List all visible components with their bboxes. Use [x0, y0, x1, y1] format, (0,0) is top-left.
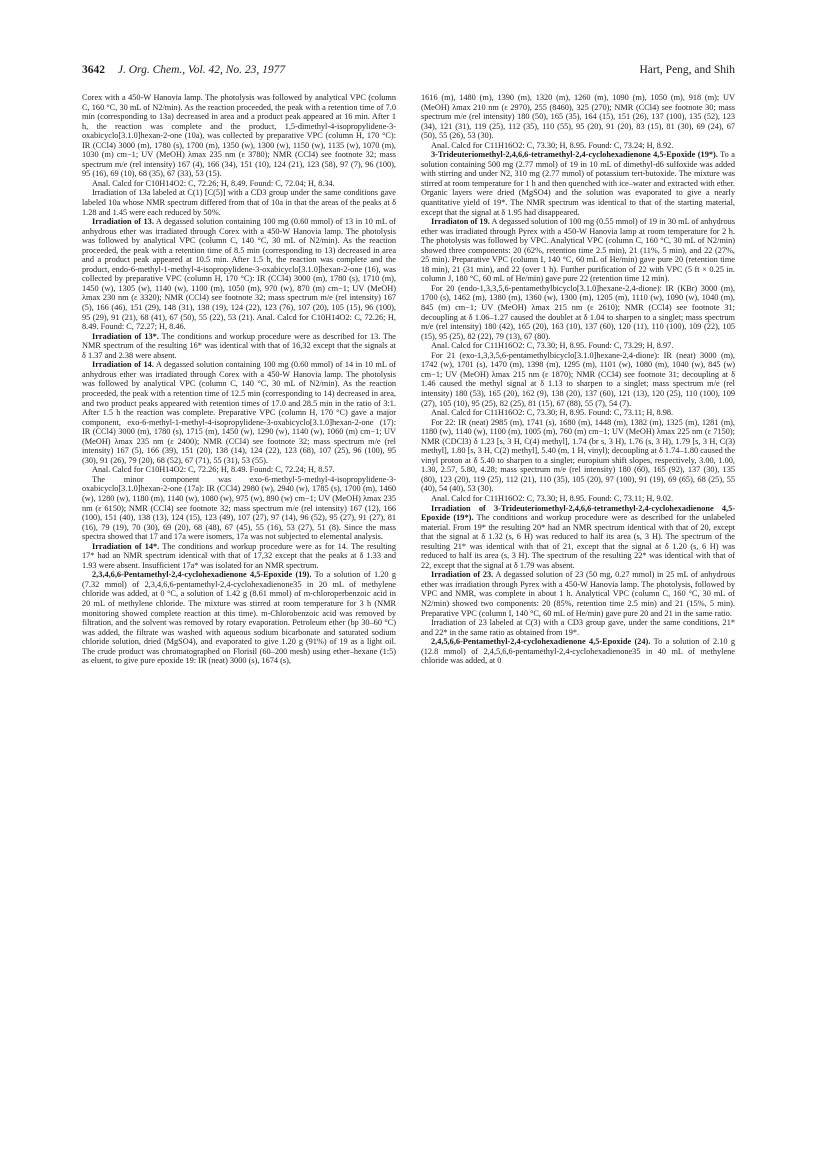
- running-authors: Hart, Peng, and Shih: [639, 64, 735, 76]
- paragraph-text: Anal. Calcd for C11H16O2: C, 73.30; H, 8.95. Found: C, 73.11; H, 8.98.: [431, 408, 674, 418]
- paragraph-heading: Irradiaton of 19.: [431, 217, 490, 227]
- paragraph: [421, 618, 735, 637]
- paragraph-text: A degassed solution of 100 mg (0.55 mmol) of 19 in 30 mL of anhydrous ether was irradiated through Pyrex with a 450-W Hanovia lamp at room temperature for 2 h. The photolysis was followed by VPC. Analytical VPC (column C, 160 °C, 30 mL of N2/min) showed three components: 20 (62%, retention time 2.5 min), 21 (11%, 5 min), and 22 (27%, 25 min). Preparative VPC (column I, 140 °C, 60 mL of He/min) gave pure 20 (retention time 18 min), 21 (31 min), and 22 (over 1 h). Further purification of 22 with VPC (5 ft × 0.25 in. column J, 180 °C, 60 mL of He/min) gave pure 22 (retention time 12 min).: [421, 217, 735, 284]
- paragraph-text: To a solution of 2.10 g (12.8 mmol) of 2,4,5,6,6-pentamethyl-2,4-cyclohexadienone35 in 40 mL of methylene chloride was added, at 0: [421, 637, 735, 666]
- paragraph-text: To a solution containing 500 mg (2.77 mmol) of 19 in 10 mL of dimethyl-d6 sulfoxide was added with stirring and under N2, 310 mg (2.77 mmol) of potassium tert-butoxide. The mixture was stirred at room temperature for 1 h and then quenched with ice–water and extracted with ether. Organic layers were dried (MgSO4) and the solution was evaporated to give a nearly quantitative yield of 19*. The NMR spectrum was identical to that of the starting material, except that the signal at δ 1.95 had disappeared.: [421, 150, 735, 217]
- paragraph: [421, 141, 735, 151]
- paragraph: [82, 570, 396, 665]
- paragraph-text: For 22: IR (neat) 2985 (m), 1741 (s), 1680 (m), 1448 (m), 1382 (m), 1325 (m), 1281 (m), 1180 (w), 1140 (w), 1100 (m), 1005 (m), 760 (m) cm−1; UV (MeOH) λmax 225 nm (ε 7150); NMR (CDCl3) δ 1.23 [s, 3 H, C(4) methyl], 1.74 (br s, 3 H), 1.76 (s, 3 H), 1.79 [s, 3 H, C(3) methyl], 1.80 [s, 3 H, C(2) methyl], 5.40 (m, 1 H, vinyl); decoupling at δ 1.74–1.80 caused the vinyl proton at δ 5.40 to sharpen to a singlet; europium shift slopes, respectively, 3.00, 1.00, 1.30, 2.57, 5.80, 4.28; mass spectrum m/e (rel intensity) 180 (60), 165 (92), 137 (30), 135 (80), 123 (20), 119 (25), 112 (21), 110 (35), 105 (20), 97 (100), 91 (19), 69 (65), 68 (25), 55 (40), 54 (40), 53 (30).: [421, 417, 735, 494]
- paragraph: [421, 150, 735, 217]
- paragraph: [421, 284, 735, 341]
- left-text-column: [82, 93, 396, 1153]
- paragraph-heading: Irradiation of 3-Trideuteriomethyl-2,4,6,6-tetramethyl-2,4-cyclohexadienone 4,5-Epoxide (19*).: [421, 503, 735, 523]
- paragraph: [82, 93, 396, 179]
- page-header: [82, 60, 735, 80]
- paragraph: [421, 418, 735, 494]
- paragraph-heading: Irradiation of 13.: [92, 217, 154, 227]
- paragraph-text: Anal. Calcd for C11H16O2: C, 73.30; H, 8.95. Found: C, 73.11; H, 9.02.: [431, 493, 674, 503]
- paragraph-text: For 20 (endo-1,3,3,5,6-pentamethylbicyclo[3.1.0]hexane-2,4-dione): IR (KBr) 3000 (m), 1700 (s), 1462 (m), 1380 (m), 1360 (w), 1300 (m), 1205 (m), 1110 (w), 1090 (w), 1040 (m), 845 (m) cm−1; UV (MeOH) λmax 215 nm (ε 2610); NMR (CCl4) see footnote 31; decoupling at δ 1.06–1.27 caused the doublet at δ 1.04 to sharpen to a singlet; mass spectrum m/e (rel intensity) 180 (42), 165 (20), 163 (10), 137 (60), 120 (11), 110 (100), 109 (22), 105 (15), 95 (25), 82 (22), 79 (13), 67 (80).: [421, 283, 735, 341]
- paragraph: [82, 542, 396, 571]
- paragraph: [82, 465, 396, 475]
- paragraph-text: A degassed solution of 23 (50 mg, 0.27 mmol) in 25 mL of anhydrous ether was irradiation through Pyrex with a 450-W Hanovia lamp. The photolysis, followed by VPC and NMR, was complete in about 1 h. Analytical VPC (column C, 160 °C, 30 mL of N2/min) showed two components: 20 (85%, retention time 2.5 min) and 21 (15%, 5 min). Preparative VPC (column I, 140 °C, 60 mL of He/min) gave pure 20 and 21 in the same ratio.: [421, 570, 735, 618]
- paragraph-text: The conditions and workup procedure were as for 14. The resulting 17* had an NMR spectrum identical with that of 17,32 except that the peaks at δ 1.33 and 1.93 were absent. Insufficient 17a* was isolated for an NMR spectrum.: [82, 541, 396, 570]
- paragraph-heading: 2,3,4,6,6-Pentamethyl-2,4-cyclohexadienone 4,5-Epoxide (19).: [92, 570, 312, 580]
- paragraph-text: A degassed solution containing 100 mg (0.60 mmol) of 13 in 10 mL of anhydrous ether was irradiated through Corex with a 450-W Hanovia lamp. The photolysis was followed by analytical VPC (column C, 140 °C, 30 mL of N2/min). As the reaction proceeded, the peak with a retention time of 8.5 min (corresponding to 13) decreased in area and a product peak appeared at 10.5 min. After 1.5 h, the reaction was complete and the product, endo-6-methyl-1-methyl-4-isopropylidene-3-oxabicyclo[3.1.0]hexan-2-one (16), was collected by preparative VPC (column H, 170 °C): IR (CCl4) 3000 (m), 1780 (s), 1710 (m), 1450 (w), 1305 (w), 1140 (w), 1100 (m), 1050 (m), 970 (w), 870 (m) cm−1; UV (MeOH) λmax 230 nm (ε 3320); NMR (CCl4) see footnote 32; mass spectrum m/e (rel intensity) 167 (5), 166 (46), 151 (29), 148 (31), 138 (19), 124 (22), 123 (76), 107 (20), 105 (15), 96 (100), 95 (29), 91 (21), 68 (41), 67 (50), 55 (22), 53 (21). Anal. Calcd for C10H14O2: C, 72.26; H, 8.49. Found: C, 72.27; H, 8.46.: [82, 217, 396, 332]
- page-number: 3642: [82, 64, 105, 76]
- paragraph-heading: 2,4,5,6,6-Pentamethyl-2,4-cyclohexadienone 4,5-Epoxide (24).: [431, 637, 651, 647]
- paragraph: [82, 179, 396, 189]
- paragraph: [421, 351, 735, 408]
- paragraph: [421, 637, 735, 666]
- paragraph: [82, 332, 396, 361]
- right-text-column: [421, 93, 735, 1153]
- paragraph-text: 1616 (m), 1480 (m), 1390 (m), 1320 (m), 1260 (m), 1090 (m), 1050 (m), 918 (m); UV (MeOH) λmax 210 nm (ε 2970), 255 (8460), 325 (270); NMR (CCl4) see footnote 30; mass spectrum m/e (rel intensity) 180 (50), 165 (35), 164 (15), 151 (26), 137 (100), 135 (52), 123 (34), 121 (31), 119 (25), 112 (35), 110 (55), 95 (20), 91 (20), 83 (15), 81 (30), 69 (24), 67 (50), 55 (26), 53 (30).: [421, 93, 735, 141]
- paragraph: [421, 504, 735, 571]
- paragraph-heading: Irradiation of 14.: [92, 360, 154, 370]
- paragraph: [421, 341, 735, 351]
- paragraph-heading: Irradiation of 13*.: [92, 331, 159, 341]
- paragraph-text: The conditions and workup procedure were as described for 13. The NMR spectrum of the resulting 16* was identical with that of 16,32 except that the signals at δ 1.37 and 2.38 were absent.: [82, 331, 396, 360]
- paragraph-text: Anal. Calcd for C10H14O2: C, 72.26; H, 8.49. Found: C, 72.24; H, 8.57.: [92, 465, 335, 475]
- paragraph: [421, 570, 735, 618]
- paragraph-text: Anal. Calcd for C11H16O2: C, 73.30; H, 8.95. Found: C, 73.24; H, 8.92.: [431, 140, 674, 150]
- paragraph-heading: Irradiation of 23.: [431, 570, 494, 580]
- paragraph-text: To a solution of 1.20 g (7.32 mmol) of 2,3,4,6,6-pentamethyl-2,4-cyclohexadienone35 in 20 mL of methylene chloride was added, at 0 °C, a solution of 1.42 g (8.61 mmol) of m-chloroperbenzoic acid in 20 mL of methylene chloride. The mixture was stirred at room temperature for 3 h (NMR monitoring showed complete reaction at this time). m-Chlorobenzoic acid was removed by filtration, and the solvent was removed by rotary evaporation. Petroleum ether (bp 30–60 °C) was added, the filtrate was washed with aqueous sodium bicarbonate and saturated sodium chloride solution, dried (MgSO4), and evaporated to give 1.20 g (91%) of 19 as a light oil. The crude product was chromatographed on Florisil (60–200 mesh) using ether–hexane (1:5) as eluent, to give pure epoxide 19: IR (neat) 3000 (s), 1674 (s),: [82, 570, 396, 666]
- paragraph: [421, 93, 735, 141]
- paragraph-text: Anal. Calcd for C11H16O2: C, 73.30; H, 8.95. Found: C, 73.29; H, 8.97.: [431, 341, 674, 351]
- paragraph-text: Corex with a 450-W Hanovia lamp. The photolysis was followed by analytical VPC (column C, 160 °C, 30 mL of N2/min). As the reaction proceeded, the peak with a retention time of 7.0 min (corresponding to 13a) decreased in area and a product peak appeared at 16 min. After 1 h, the reaction was complete and the product, 1,5-dimethyl-4-isopropylidene-3-oxabicyclo[3.1.0]hexan-2-one (10a), was collected by preparative VPC (column H, 170 °C): IR (CCl4) 3000 (m), 1780 (s), 1700 (m), 1350 (w), 1300 (w), 1150 (w), 1135 (w), 1070 (m), 1030 (m) cm−1; UV (MeOH) λmax 235 nm (ε 3780); NMR (CCl4) see footnote 32; mass spectrum m/e (rel intensity) 167 (4), 166 (34), 151 (10), 124 (21), 123 (58), 97 (7), 96 (100), 95 (16), 69 (10), 68 (35), 67 (33), 53 (15).: [82, 93, 396, 179]
- paragraph-text: Irradiation of 23 labeled at C(3) with a CD3 group gave, under the same conditions, 21* and 22* in the same ratio as obtained from 19*.: [421, 618, 735, 637]
- paragraph-heading: Irradiation of 14*.: [92, 541, 160, 551]
- paragraph-text: The minor component was exo-6-methyl-5-methyl-4-isopropylidene-3-oxabicyclo[3.1.0]hexan-2-one (17a): IR (CCl4) 2980 (w), 2940 (w), 1785 (s), 1700 (m), 1460 (w), 1280 (w), 1180 (m), 1140 (w), 1080 (w), 975 (w), 890 (w) cm−1; UV (MeOH) λmax 235 nm (ε 6150); NMR (CCl4) see footnote 32; mass spectrum m/e (rel intensity) 167 (12), 166 (100), 151 (40), 138 (13), 124 (15), 123 (49), 107 (27), 97 (14), 96 (52), 95 (27), 91 (27), 81 (16), 79 (19), 70 (30), 69 (20), 68 (48), 67 (45), 55 (16), 53 (27), 51 (8). Since the mass spectra showed that 17 and 17a were isomers, 17a was not subjected to elemental analysis.: [82, 474, 396, 542]
- paragraph-text: For 21 (exo-1,3,3,5,6-pentamethylbicyclo[3.1.0]hexane-2,4-dione): IR (neat) 3000 (m), 1742 (w), 1701 (s), 1470 (m), 1398 (m), 1295 (m), 1101 (w), 1080 (m), 1040 (w), 845 (w) cm−1; UV (MeOH) λmax 215 nm (ε 1870); NMR (CCl4) see footnote 31; decoupling at δ 1.46 caused the methyl signal at δ 1.13 to sharpen to a singlet; mass spectrum m/e (rel intensity) 180 (53), 165 (20), 162 (9), 138 (20), 137 (60), 121 (13), 120 (25), 110 (100), 109 (27), 105 (10), 95 (25), 82 (25), 81 (15), 67 (88), 55 (7), 54 (7).: [421, 350, 735, 408]
- paragraph: [82, 188, 396, 217]
- journal-citation: J. Org. Chem., Vol. 42, No. 23, 1977: [117, 64, 286, 76]
- paragraph: [421, 494, 735, 504]
- paragraph: [82, 217, 396, 332]
- paragraph-text: A degassed solution containing 100 mg (0.60 mmol) of 14 in 10 mL of anhydrous ether was irradiated through Corex with a 450-W Hanovia lamp. The photolysis was followed by analytical VPC (column C, 140 °C, 30 mL of N2/min). As the reaction proceeded, the peak with a retention time of 12.5 min (corresponding to 14) decreased in area, and two product peaks appeared with retention times of 17.0 and 28.5 min in the ratio of 3:1. After 1.5 h the reaction was complete. Preparative VPC (column H, 170 °C) gave a major component, exo-6-methyl-1-methyl-4-isopropylidene-3-oxabicyclo[3.1.0]hexan-2-one (17): IR (CCl4) 3000 (m), 1780 (s), 1715 (m), 1450 (w), 1290 (w), 1140 (w), 1060 (m) cm−1; UV (MeOH) λmax 235 nm (ε 2400); NMR (CCl4) see footnote 32; mass spectrum m/e (rel intensity) 167 (5), 166 (39), 151 (20), 138 (14), 124 (22), 123 (68), 107 (25), 96 (100), 95 (30), 91 (26), 79 (20), 68 (52), 67 (71), 55 (31), 53 (55).: [82, 360, 396, 465]
- paragraph: [421, 408, 735, 418]
- paragraph: [82, 475, 396, 542]
- paragraph: [82, 360, 396, 465]
- paragraph-text: The conditions and workup procedure were as described for the unlabeled material. From 19* the resulting 20* had an NMR spectrum identical with that of 20, except that the signal at δ 1.32 (s, 6 H) was reduced to half its area (s, 3 H). The spectrum of the resulting 21* was identical with that of 21, except that the signal at δ 1.20 (s, 6 H) was reduced to half its area (s, 3 H). The spectrum of the resulting 22* was identical with that of 22, except that the signal at δ 1.79 was absent.: [421, 513, 735, 570]
- paragraph-text: Anal. Calcd for C10H14O2: C, 72.26; H, 8.49. Found: C, 72.04; H, 8.34.: [92, 178, 335, 188]
- paragraph-heading: 3-Trideuteriomethyl-2,4,6,6-tetramethyl-2,4-cyclohexadienone 4,5-Epoxide (19*).: [431, 150, 718, 160]
- paragraph: [421, 217, 735, 284]
- paragraph-text: Irradiation of 13a labeled at C(1) [C(5)] with a CD3 group under the same conditions gave labeled 10a whose NMR spectrum differed from that of 10a in that the areas of the peaks at δ 1.28 and 1.45 were each reduced by 50%.: [82, 188, 396, 217]
